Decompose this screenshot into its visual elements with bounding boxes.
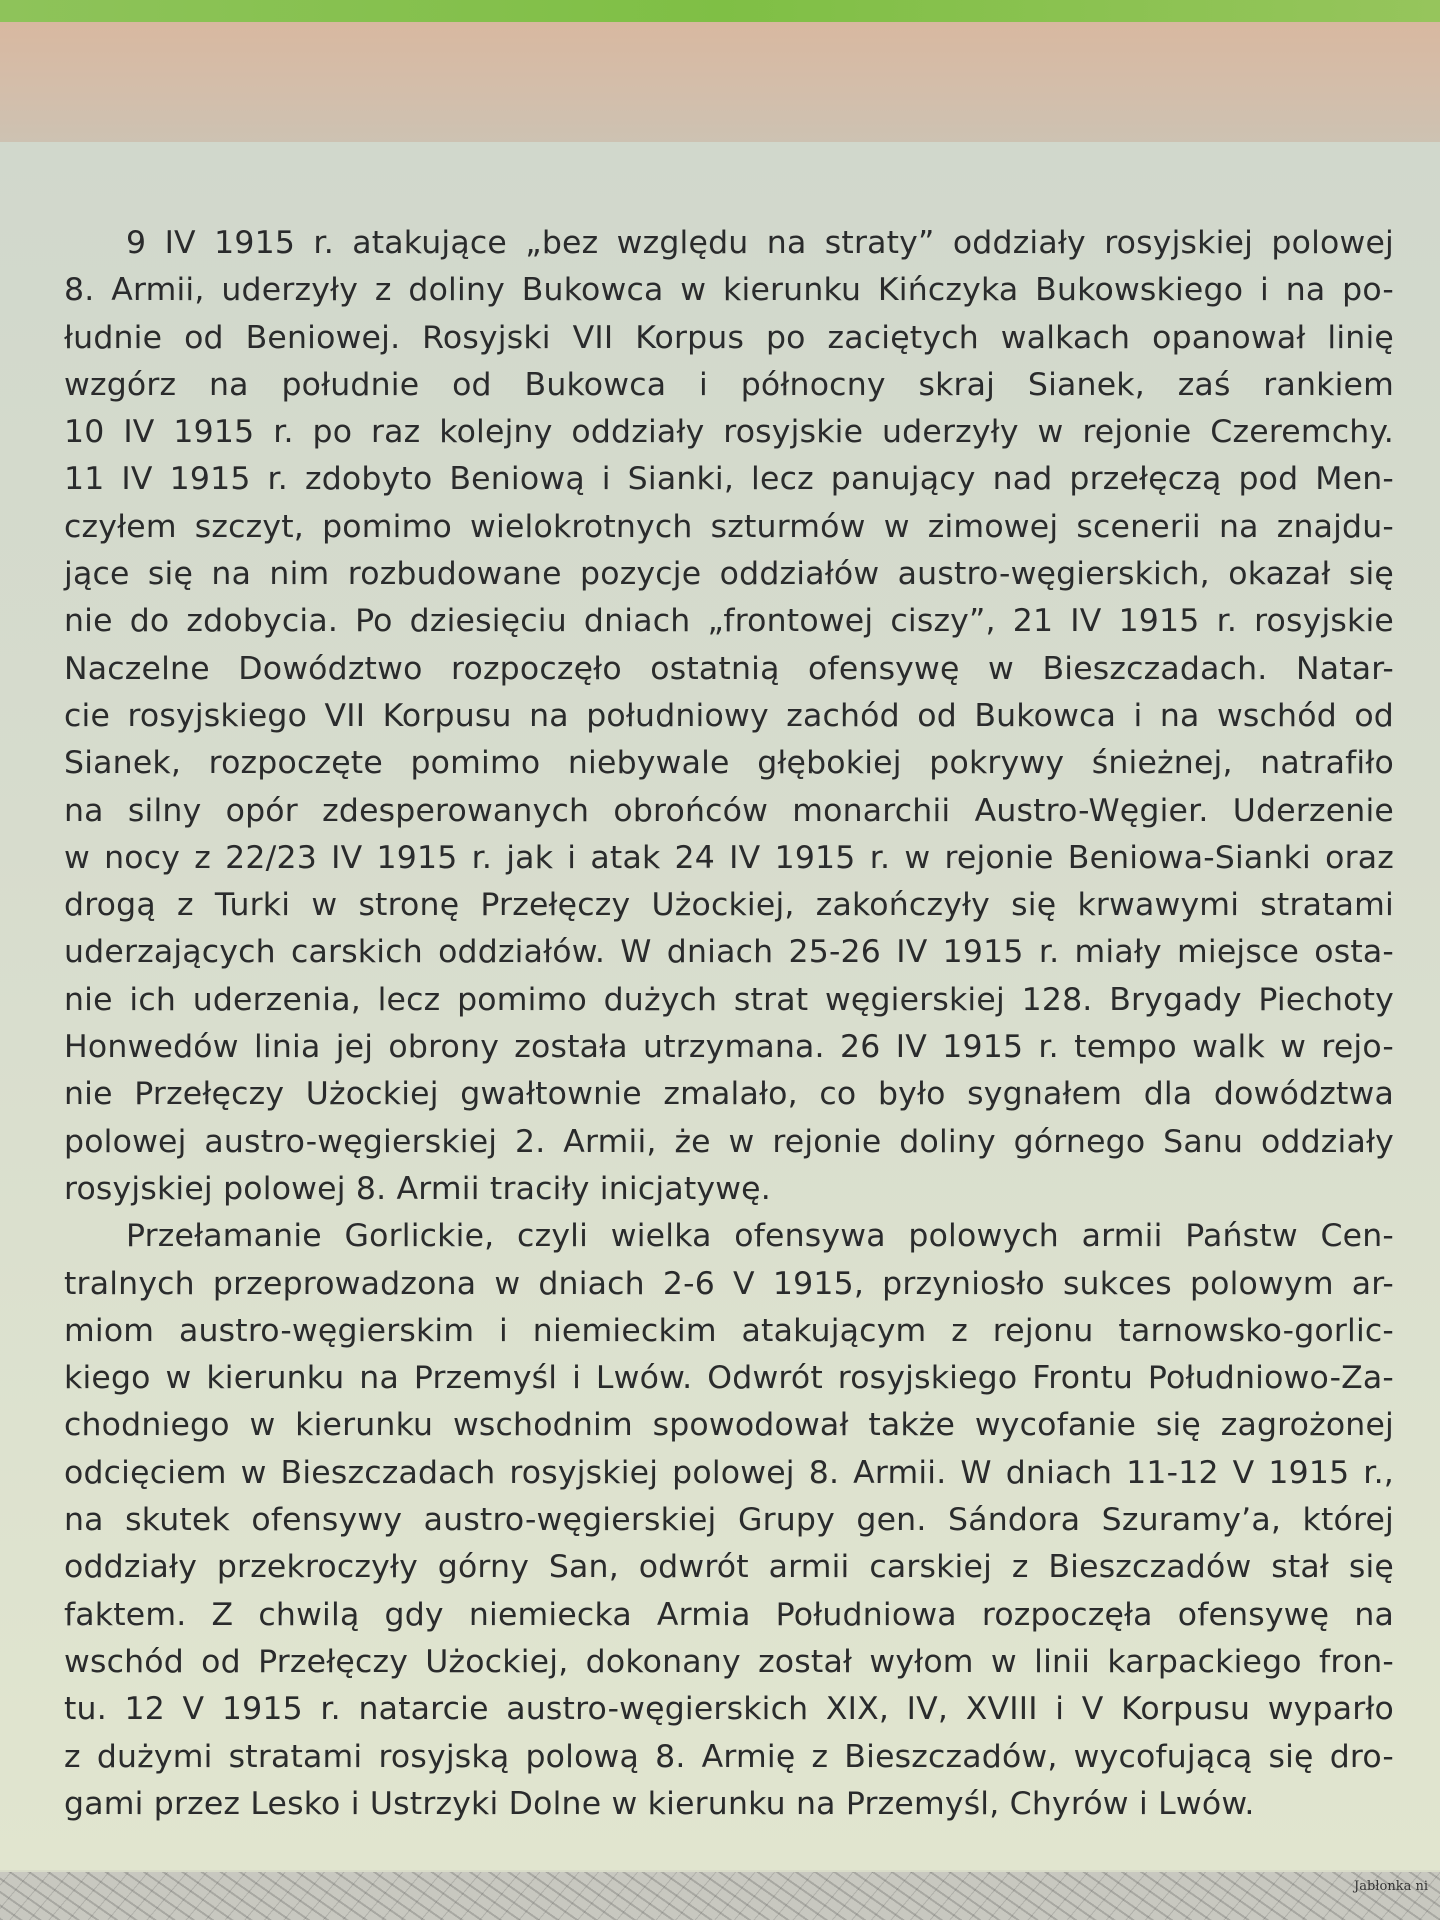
text-line: Sianek, rozpoczęte pomimo niebywale głębokiej pokrywy śnieżnej, natrafiło: [64, 745, 1394, 782]
text-line: czyłem szczyt, pomimo wielokrotnych szturmów w zimowej scenerii na znajdu-: [64, 508, 1394, 545]
sign-text-block: [64, 220, 1394, 1828]
text-line: na skutek ofensywy austro-węgierskiej Grupy gen. Sándora Szuramy’a, której: [64, 1502, 1394, 1539]
text-line: z dużymi stratami rosyjską polową 8. Armię z Bieszczadów, wycofującą się dro-: [64, 1738, 1394, 1775]
text-line: rosyjskiej polowej 8. Armii traciły inicjatywę.: [64, 1170, 771, 1207]
text-line: faktem. Z chwilą gdy niemiecka Armia Południowa rozpoczęła ofensywę na: [64, 1596, 1394, 1633]
text-line: 11 IV 1915 r. zdobyto Beniową i Sianki, lecz panujący nad przełęczą pod Men-: [64, 461, 1394, 498]
text-line: nie do zdobycia. Po dziesięciu dniach „frontowej ciszy”, 21 IV 1915 r. rosyjskie: [64, 603, 1394, 640]
text-line: na silny opór zdesperowanych obrońców monarchii Austro-Węgier. Uderzenie: [64, 792, 1394, 829]
text-line: gami przez Lesko i Ustrzyki Dolne w kierunku na Przemyśl, Chyrów i Lwów.: [64, 1785, 1255, 1822]
text-line: 10 IV 1915 r. po raz kolejny oddziały rosyjskie uderzyły w rejonie Czeremchy.: [64, 414, 1394, 451]
sign-header-band: [0, 22, 1440, 142]
text-line: drogą z Turki w stronę Przełęczy Użockiej, zakończyły się krwawymi stratami: [64, 887, 1394, 924]
text-line: 9 IV 1915 r. atakujące „bez względu na straty” oddziały rosyjskiej polowej: [126, 225, 1394, 261]
text-line: Przełamanie Gorlickie, czyli wielka ofensywa polowych armii Państw Cen-: [126, 1218, 1394, 1255]
text-line: 8. Armii, uderzyły z doliny Bukowca w kierunku Kińczyka Bukowskiego i na po-: [64, 272, 1394, 309]
text-line: wschód od Przełęczy Użockiej, dokonany został wyłom w linii karpackiego fron-: [64, 1643, 1394, 1680]
text-line: nie Przełęczy Użockiej gwałtownie zmalało, co było sygnałem dla dowództwa: [64, 1076, 1394, 1113]
text-line: oddziały przekroczyły górny San, odwrót armii carskiej z Bieszczadów stał się: [64, 1549, 1394, 1586]
text-line: nie ich uderzenia, lecz pomimo dużych strat węgierskiej 128. Brygady Piechoty: [64, 981, 1394, 1018]
text-line: uderzających carskich oddziałów. W dniach 25-26 IV 1915 r. miały miejsce osta-: [64, 934, 1394, 971]
map-label: Jabłonka ni: [1354, 1879, 1428, 1894]
text-line: miom austro-węgierskim i niemieckim atakującym z rejonu tarnowsko-gorlic-: [64, 1312, 1394, 1349]
text-line: wzgórz na południe od Bukowca i północny skraj Sianek, zaś rankiem: [64, 366, 1394, 403]
paragraph-2: [64, 1213, 1394, 1828]
text-line: Honwedów linia jej obrony została utrzymana. 26 IV 1915 r. tempo walk w rejo-: [64, 1029, 1394, 1066]
text-line: w nocy z 22/23 IV 1915 r. jak i atak 24 IV 1915 r. w rejonie Beniowa-Sianki oraz: [64, 839, 1394, 876]
text-line: tralnych przeprowadzona w dniach 2-6 V 1915, przyniosło sukces polowym ar-: [64, 1265, 1394, 1302]
text-line: polowej austro-węgierskiej 2. Armii, że w rejonie doliny górnego Sanu oddziały: [64, 1123, 1394, 1160]
text-line: odcięciem w Bieszczadach rosyjskiej polowej 8. Armii. W dniach 11-12 V 1915 r.,: [64, 1454, 1394, 1491]
map-strip: [0, 1872, 1440, 1920]
green-top-border: [0, 0, 1440, 22]
text-line: tu. 12 V 1915 r. natarcie austro-węgierskich XIX, IV, XVIII i V Korpusu wyparło: [64, 1691, 1394, 1728]
text-line: Naczelne Dowództwo rozpoczęło ostatnią ofensywę w Bieszczadach. Natar-: [64, 650, 1394, 687]
text-line: kiego w kierunku na Przemyśl i Lwów. Odwrót rosyjskiego Frontu Południowo-Za-: [64, 1360, 1394, 1397]
paragraph-1: [64, 220, 1394, 1213]
text-line: łudnie od Beniowej. Rosyjski VII Korpus po zaciętych walkach opanował linię: [64, 319, 1394, 356]
text-line: chodniego w kierunku wschodnim spowodował także wycofanie się zagrożonej: [64, 1407, 1394, 1444]
text-line: cie rosyjskiego VII Korpusu na południowy zachód od Bukowca i na wschód od: [64, 697, 1394, 734]
text-line: jące się na nim rozbudowane pozycje oddziałów austro-węgierskich, okazał się: [64, 556, 1394, 593]
